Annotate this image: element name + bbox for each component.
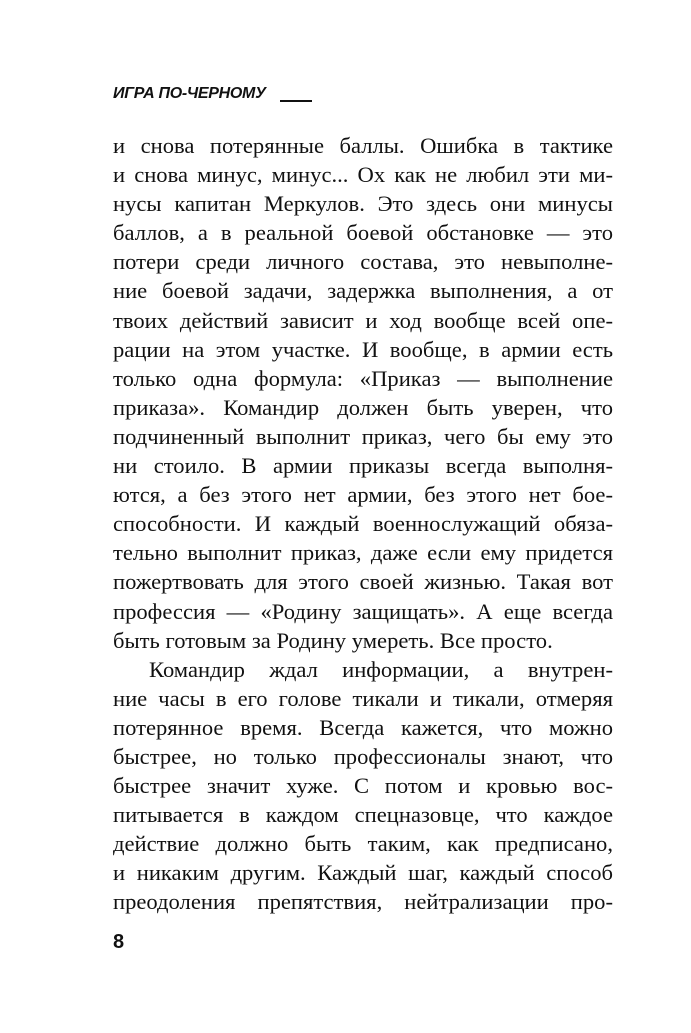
text-line: преодоления препятствия, нейтрализации про- — [113, 889, 613, 915]
text-line: нусы капитан Меркулов. Это здесь они минусы — [113, 191, 613, 217]
text-line: баллов, а в реальной боевой обстановке — это — [113, 220, 613, 246]
text-line: быстрее, но только профессионалы знают, что — [113, 743, 613, 769]
text-line: подчиненный выполнит приказ, чего бы ему это — [113, 423, 613, 449]
text-line: потери среди личного состава, это невыполне- — [113, 249, 613, 275]
text-line: ются, а без этого нет армии, без этого нет бое- — [113, 482, 613, 508]
page-number: 8 — [113, 931, 125, 953]
text-line: питывается в каждом спецназовце, что каждое — [113, 802, 613, 828]
text-line: быть готовым за Родину умереть. Все просто. — [113, 627, 553, 653]
running-header-title: ИГРА ПО-ЧЕРНОМУ — [113, 85, 266, 102]
text-line: ни стоило. В армии приказы всегда выполня- — [113, 453, 613, 479]
paragraph — [113, 131, 613, 655]
text-line: пожертвовать для этого своей жизнью. Такая вот — [113, 569, 613, 595]
text-line: действие должно быть таким, как предписано, — [113, 831, 613, 857]
text-line: только одна формула: «Приказ — выполнение — [113, 365, 613, 391]
text-line: быстрее значит хуже. С потом и кровью вос- — [113, 773, 613, 799]
text-line: профессия — «Родину защищать». А еще всегда — [113, 598, 613, 624]
header-rule — [280, 100, 312, 102]
text-line: и снова потерянные баллы. Ошибка в тактике — [113, 133, 613, 158]
text-line: приказа». Командир должен быть уверен, что — [113, 394, 613, 420]
text-line: и снова минус, минус... Ох как не любил эти ми- — [113, 162, 613, 188]
text-line: рации на этом участке. И вообще, в армии есть — [113, 336, 613, 362]
body-text — [113, 131, 613, 917]
text-line: способности. И каждый военнослужащий обяза- — [113, 511, 613, 537]
text-line: ние часы в его голове тикали и тикали, отмеряя — [113, 685, 613, 711]
text-line: ние боевой задачи, задержка выполнения, а от — [113, 278, 613, 304]
text-line: тельно выполнит приказ, даже если ему придется — [113, 540, 613, 566]
text-line: Командир ждал информации, а внутрен- — [149, 656, 613, 682]
text-line: твоих действий зависит и ход вообще всей опе- — [113, 307, 613, 333]
text-line: потерянное время. Всегда кажется, что можно — [113, 714, 613, 740]
paragraph — [113, 655, 613, 917]
text-line: и никаким другим. Каждый шаг, каждый способ — [113, 860, 613, 886]
